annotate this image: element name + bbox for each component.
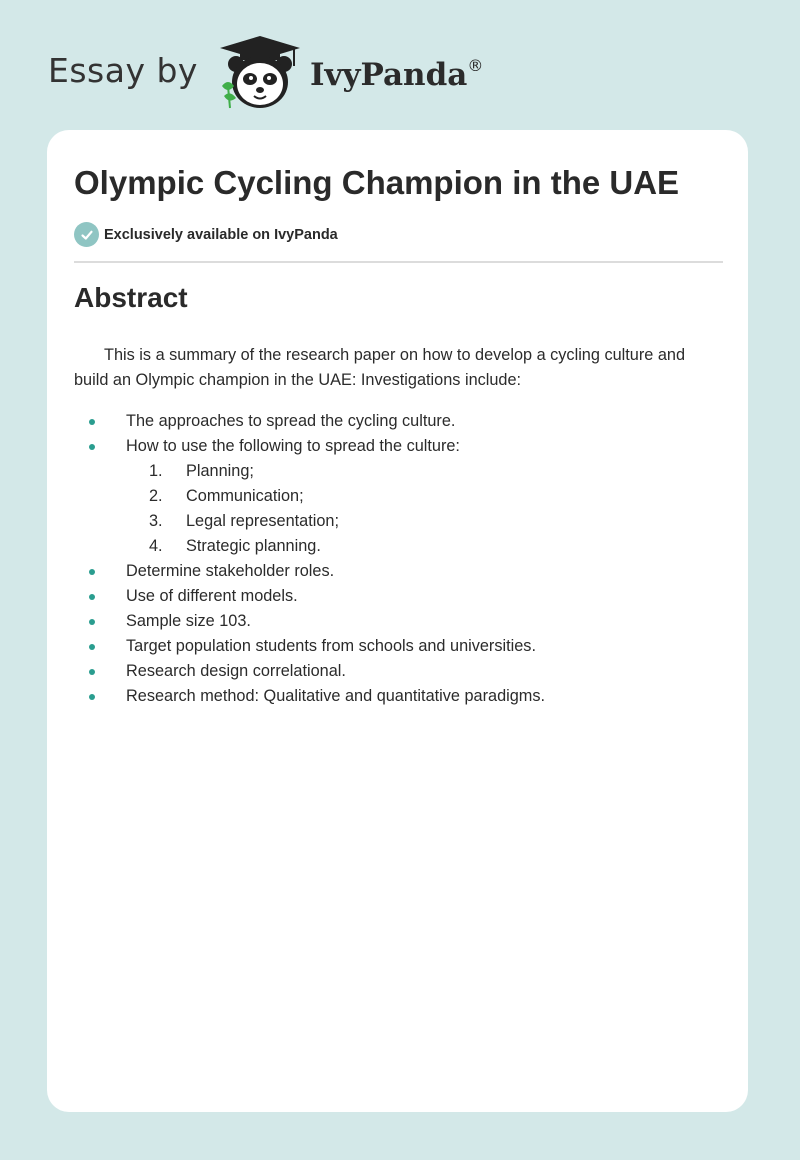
bullet-icon bbox=[89, 669, 95, 675]
list-item: Research method: Qualitative and quantitative paradigms. bbox=[74, 684, 714, 709]
ivypanda-logo-icon bbox=[214, 34, 306, 112]
numbered-item: 2. Communication; bbox=[149, 487, 304, 505]
numbered-item: 4. Strategic planning. bbox=[149, 537, 321, 555]
bullet-icon bbox=[89, 419, 95, 425]
exclusive-badge-label: Exclusively available on IvyPanda bbox=[104, 226, 338, 243]
list-item: Target population students from schools and universities. bbox=[74, 634, 714, 659]
essay-card bbox=[47, 130, 748, 1112]
list-item: Sample size 103. bbox=[74, 609, 714, 634]
site-header bbox=[48, 34, 483, 112]
bullet-icon bbox=[89, 644, 95, 650]
page-title: Olympic Cycling Champion in the UAE bbox=[74, 164, 680, 201]
divider bbox=[74, 261, 723, 263]
bullet-icon bbox=[89, 694, 95, 700]
list-item: The approaches to spread the cycling culture. bbox=[74, 409, 714, 434]
intro-paragraph: This is a summary of the research paper on how to develop a cycling culture and build an Olympic champion in the UAE: Investigations include: bbox=[74, 346, 685, 389]
bullet-icon bbox=[89, 444, 95, 450]
check-icon bbox=[74, 222, 99, 247]
bullet-icon bbox=[89, 619, 95, 625]
exclusive-badge bbox=[74, 222, 338, 247]
bullet-icon bbox=[89, 569, 95, 575]
numbered-item: 1. Planning; bbox=[149, 462, 254, 480]
section-heading: Abstract bbox=[74, 282, 188, 313]
bullet-icon bbox=[89, 594, 95, 600]
list-item: Use of different models. bbox=[74, 584, 714, 609]
list-item: Determine stakeholder roles. bbox=[74, 559, 714, 584]
list-item: How to use the following to spread the culture: bbox=[74, 434, 714, 459]
numbered-item: 3. Legal representation; bbox=[149, 512, 339, 530]
essay-by-label: Essay by bbox=[48, 50, 198, 90]
list-item: Research design correlational. bbox=[74, 659, 714, 684]
bullet-list bbox=[74, 409, 714, 709]
brand-name: IvyPanda® bbox=[309, 55, 484, 93]
